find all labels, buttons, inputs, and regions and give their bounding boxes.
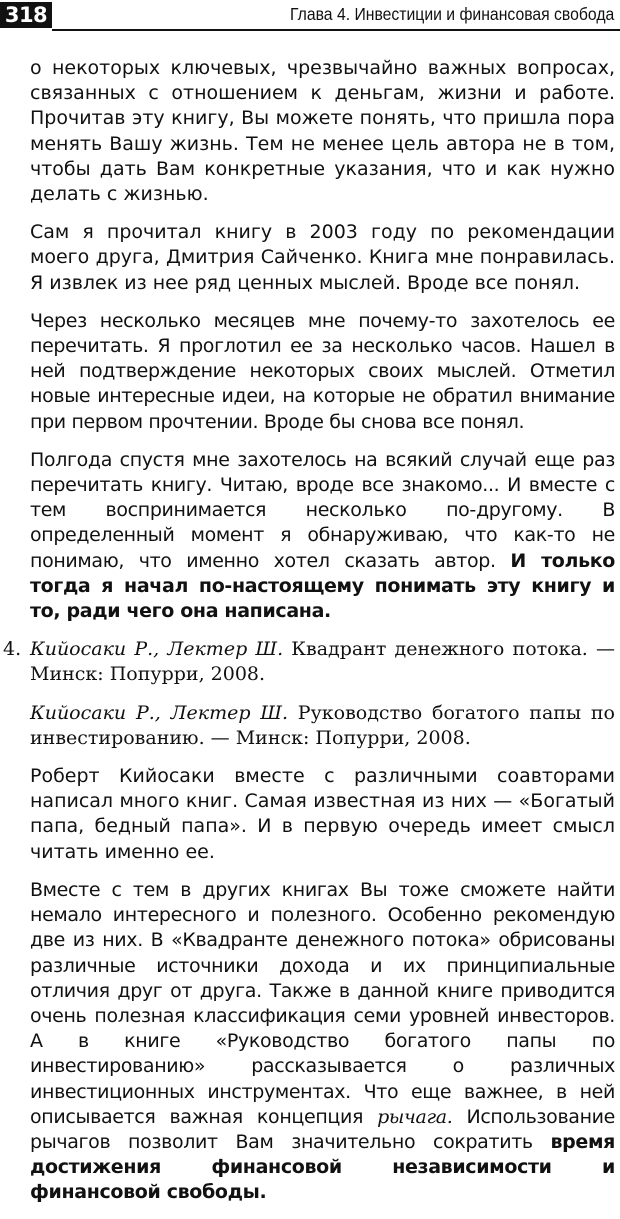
paragraph-text: Роберт Кийосаки вместе с различными соавторами написал много книг. Самая известная из них — «Богатый папа, бедный папа». И в первую очередь имеет смысл читать именно ее. bbox=[30, 765, 615, 863]
reference-authors: Кийосаки Р., Лектер Ш. bbox=[30, 638, 284, 661]
page-number: 318 bbox=[0, 2, 52, 28]
running-head: Глава 4. Инвестиции и финансовая свобода bbox=[289, 4, 614, 24]
header-rule bbox=[52, 29, 620, 31]
paragraph bbox=[30, 878, 615, 1206]
paragraph-text: Вместе с тем в других книгах Вы тоже сможете найти немало интересного и полезного. Особенно рекомендую две из них. В «Квадранте денежного потока» обрисованы различные источники дохода и их принципиальные отличия друг от друга. Также в данной книге приводится очень полезная классификация семи уровней инвесторов. А в книге «Руководство богатого папы по инвестированию» рассказывается о различных инвестиционных инструментах. Что еще важнее, в ней описывается важная концепция bbox=[30, 878, 615, 1128]
reference-entry bbox=[30, 701, 615, 751]
paragraph-text: Через несколько месяцев мне почему-то захотелось ее перечитать. Я проглотил ее за несколько часов. Нашел в ней подтверждение некоторых своих мыслей. Отметил новые интересные идеи, на которые не обратил внимание при первом прочтении. Вроде бы снова все понял. bbox=[30, 309, 615, 433]
page-body bbox=[3, 56, 615, 1219]
paragraph-text: Сам я прочитал книгу в 2003 году по рекомендации моего друга, Дмитрия Сайченко. Книга мне понравилась. Я извлек из нее ряд ценных мыслей. Вроде все понял. bbox=[30, 221, 615, 294]
paragraph bbox=[30, 309, 615, 435]
paragraph bbox=[30, 764, 615, 865]
paragraph-text: Использование рычагов позволит Вам значительно сократить bbox=[30, 1105, 615, 1153]
paragraph bbox=[30, 220, 615, 296]
paragraph-bold-text: время достижения финансовой независимости и финансовой свободы. bbox=[30, 1130, 615, 1204]
reference-entry bbox=[3, 637, 615, 687]
page-header bbox=[0, 0, 620, 32]
paragraph bbox=[30, 448, 615, 624]
paragraph bbox=[30, 56, 615, 207]
reference-number: 4. bbox=[3, 638, 22, 661]
reference-title: Квадрант денежного потока. — Минск: Попурри, 2008. bbox=[30, 638, 615, 686]
reference-title: Руководство богатого папы по инвестированию. — Минск: Попурри, 2008. bbox=[30, 701, 615, 749]
reference-authors: Кийосаки Р., Лектер Ш. bbox=[30, 701, 289, 724]
paragraph-text: Полгода спустя мне захотелось на всякий случай еще раз перечитать книгу. Читаю, вроде все знакомо... И вместе с тем воспринимается несколько по-другому. В определенный момент я обнаруживаю, что как-то не понимаю, что именно хотел сказать автор. bbox=[30, 448, 615, 572]
paragraph-text: о некоторых ключевых, чрезвычайно важных вопросах, связанных с отношением к деньгам, жизни и работе. Прочитав эту книгу, Вы можете понять, что пришла пора менять Вашу жизнь. Тем не менее цель автора не в том, чтобы дать Вам конкретные указания, что и как нужно делать с жизнью. bbox=[30, 57, 615, 206]
paragraph-italic-term: рычага. bbox=[377, 1105, 453, 1128]
paragraph-bold-text: И только тогда я начал по-настоящему понимать эту книгу и то, ради чего она написана. bbox=[30, 549, 615, 623]
